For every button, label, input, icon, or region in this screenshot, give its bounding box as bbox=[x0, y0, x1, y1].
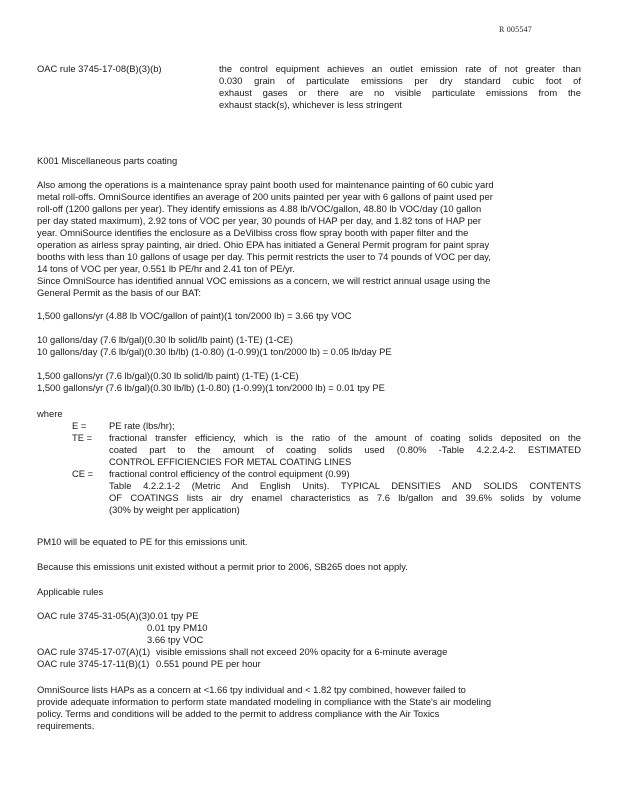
pm10-note: PM10 will be equated to PE for this emissions unit. bbox=[37, 536, 248, 547]
definition-e bbox=[37, 420, 583, 432]
definition-symbol: E = bbox=[72, 420, 87, 431]
rule-11-text: 0.551 pound PE per hour bbox=[156, 658, 261, 669]
paragraph-line: booths with less than 10 gallons of usage per day. This permit restricts the user to 74 pounds of VOC per day, bbox=[37, 251, 491, 262]
calc-pe-day bbox=[37, 334, 583, 358]
paragraph-bat bbox=[37, 275, 583, 299]
paragraph-line: Also among the operations is a maintenance spray paint booth used for maintenance painting of 60 cubic yard bbox=[37, 179, 494, 190]
paragraph-line: per day stated maximum), 2.92 tons of VOC per year, 30 pounds of HAP per day, and 1.82 tons of HAP per bbox=[37, 215, 481, 226]
applicable-rules-heading: Applicable rules bbox=[37, 586, 104, 597]
paragraph-line: operation as airless spray painting, air dried. Ohio EPA has initiated a General Permit program for paint spray bbox=[37, 239, 490, 250]
definition-line: (30% by weight per application) bbox=[109, 504, 240, 515]
oac-17-08-line: exhaust stack(s), whichever is less stringent bbox=[219, 99, 402, 110]
rule-07-text: visible emissions shall not exceed 20% opacity for a 6-minute average bbox=[156, 646, 448, 657]
section-heading: K001 Miscellaneous parts coating bbox=[37, 155, 178, 166]
definition-line: coated part to the amount of coating solids used (0.80% -Table 4.2.2.4-2. ESTIMATED bbox=[109, 444, 581, 455]
definitions-block bbox=[37, 408, 583, 516]
definition-line: PE rate (lbs/hr); bbox=[109, 420, 175, 431]
paragraph-line: metal roll-offs. OmniSource identifies an average of 200 units painted per year with 6 gallons of paint used per bbox=[37, 191, 493, 202]
paragraph-line: requirements. bbox=[37, 720, 95, 731]
hap-paragraph bbox=[37, 684, 583, 732]
definition-line: OF COATINGS lists air dry enamel characteristics as 7.6 lb/gallon and 39.6% solids by volume bbox=[109, 492, 581, 503]
oac-17-08-line: 0.030 grain of particulate emissions per dry standard cubic foot of bbox=[219, 75, 581, 86]
paragraph-line: provide adequate information to perform state mandated modeling in compliance with the State's air modeling bbox=[37, 696, 492, 707]
bates-number: R 005547 bbox=[499, 25, 532, 34]
calc-line: 1,500 gallons/yr (7.6 lb/gal)(0.30 lb/lb) (1-0.80) (1-0.99)(1 ton/2000 lb) = 0.01 tpy PE bbox=[37, 382, 385, 393]
where-label: where bbox=[37, 408, 63, 419]
paragraph-line: year. OmniSource identifies the enclosure as a DeVilbiss cross flow spray booth with paper filter and the bbox=[37, 227, 469, 238]
calc-line: 1,500 gallons/yr (7.6 lb/gal)(0.30 lb solid/lb paint) (1-TE) (1-CE) bbox=[37, 370, 299, 381]
paragraph-line: OmniSource lists HAPs as a concern at <1.66 tpy individual and < 1.82 tpy combined, however failed to bbox=[37, 684, 466, 695]
definition-te bbox=[37, 432, 583, 468]
oac-17-08-line: the control equipment achieves an outlet emission rate of not greater than bbox=[219, 63, 581, 74]
paragraph-line: policy. Terms and conditions will be added to the permit to address compliance with the Air Toxics bbox=[37, 708, 440, 719]
rule-11-label: OAC rule 3745-17-11(B)(1) bbox=[37, 658, 150, 669]
calc-line: 10 gallons/day (7.6 lb/gal)(0.30 lb/lb) (1-0.80) (1-0.99)(1 ton/2000 lb) = 0.05 lb/day PE bbox=[37, 346, 392, 357]
definition-line: Table 4.2.2.1-2 (Metric And English Units). TYPICAL DENSITIES AND SOLIDS CONTENTS bbox=[109, 480, 581, 491]
definition-line: fractional control efficiency of the control equipment (0.99) bbox=[109, 468, 350, 479]
rule-07-label: OAC rule 3745-17-07(A)(1) bbox=[37, 646, 151, 657]
oac-17-08-line: exhaust gases or there are no visible particulate emissions from the bbox=[219, 87, 581, 98]
calc-pe-year bbox=[37, 370, 583, 394]
paragraph-line: roll-off (1200 gallons per year). They identify emissions as 4.88 lb/VOC/gallon, 48.80 lb VOC/day (10 gallon bbox=[37, 203, 482, 214]
rule-31-value: 0.01 tpy PE bbox=[150, 610, 199, 621]
sb265-note: Because this emissions unit existed without a permit prior to 2006, SB265 does not apply. bbox=[37, 561, 408, 572]
paragraph-line: General Permit as the basis of our BAT: bbox=[37, 287, 201, 298]
rule-31-value: 3.66 tpy VOC bbox=[147, 634, 204, 645]
definition-symbol: TE = bbox=[72, 432, 93, 443]
calc-voc: 1,500 gallons/yr (4.88 lb VOC/gallon of paint)(1 ton/2000 lb) = 3.66 tpy VOC bbox=[37, 310, 352, 321]
oac-17-08-label: OAC rule 3745-17-08(B)(3)(b) bbox=[37, 63, 162, 74]
definition-line: fractional transfer efficiency, which is the ratio of the amount of coating solids deposited on the bbox=[109, 432, 581, 443]
calc-line: 10 gallons/day (7.6 lb/gal)(0.30 lb solid/lb paint) (1-TE) (1-CE) bbox=[37, 334, 293, 345]
paragraph-line: Since OmniSource has identified annual VOC emissions as a concern, we will restrict annual usage using the bbox=[37, 275, 491, 286]
definition-ce bbox=[37, 468, 583, 516]
rule-31-value: 0.01 tpy PM10 bbox=[147, 622, 208, 633]
rule-31-label: OAC rule 3745-31-05(A)(3) bbox=[37, 610, 151, 621]
definition-line: CONTROL EFFICIENCIES FOR METAL COATING LINES bbox=[109, 456, 352, 467]
definition-symbol: CE = bbox=[72, 468, 94, 479]
oac-17-08-text bbox=[219, 63, 581, 111]
paragraph-spray-booth bbox=[37, 179, 583, 275]
paragraph-line: 14 tons of VOC per year, 0.551 lb PE/hr and 2.41 ton of PE/yr. bbox=[37, 263, 295, 274]
